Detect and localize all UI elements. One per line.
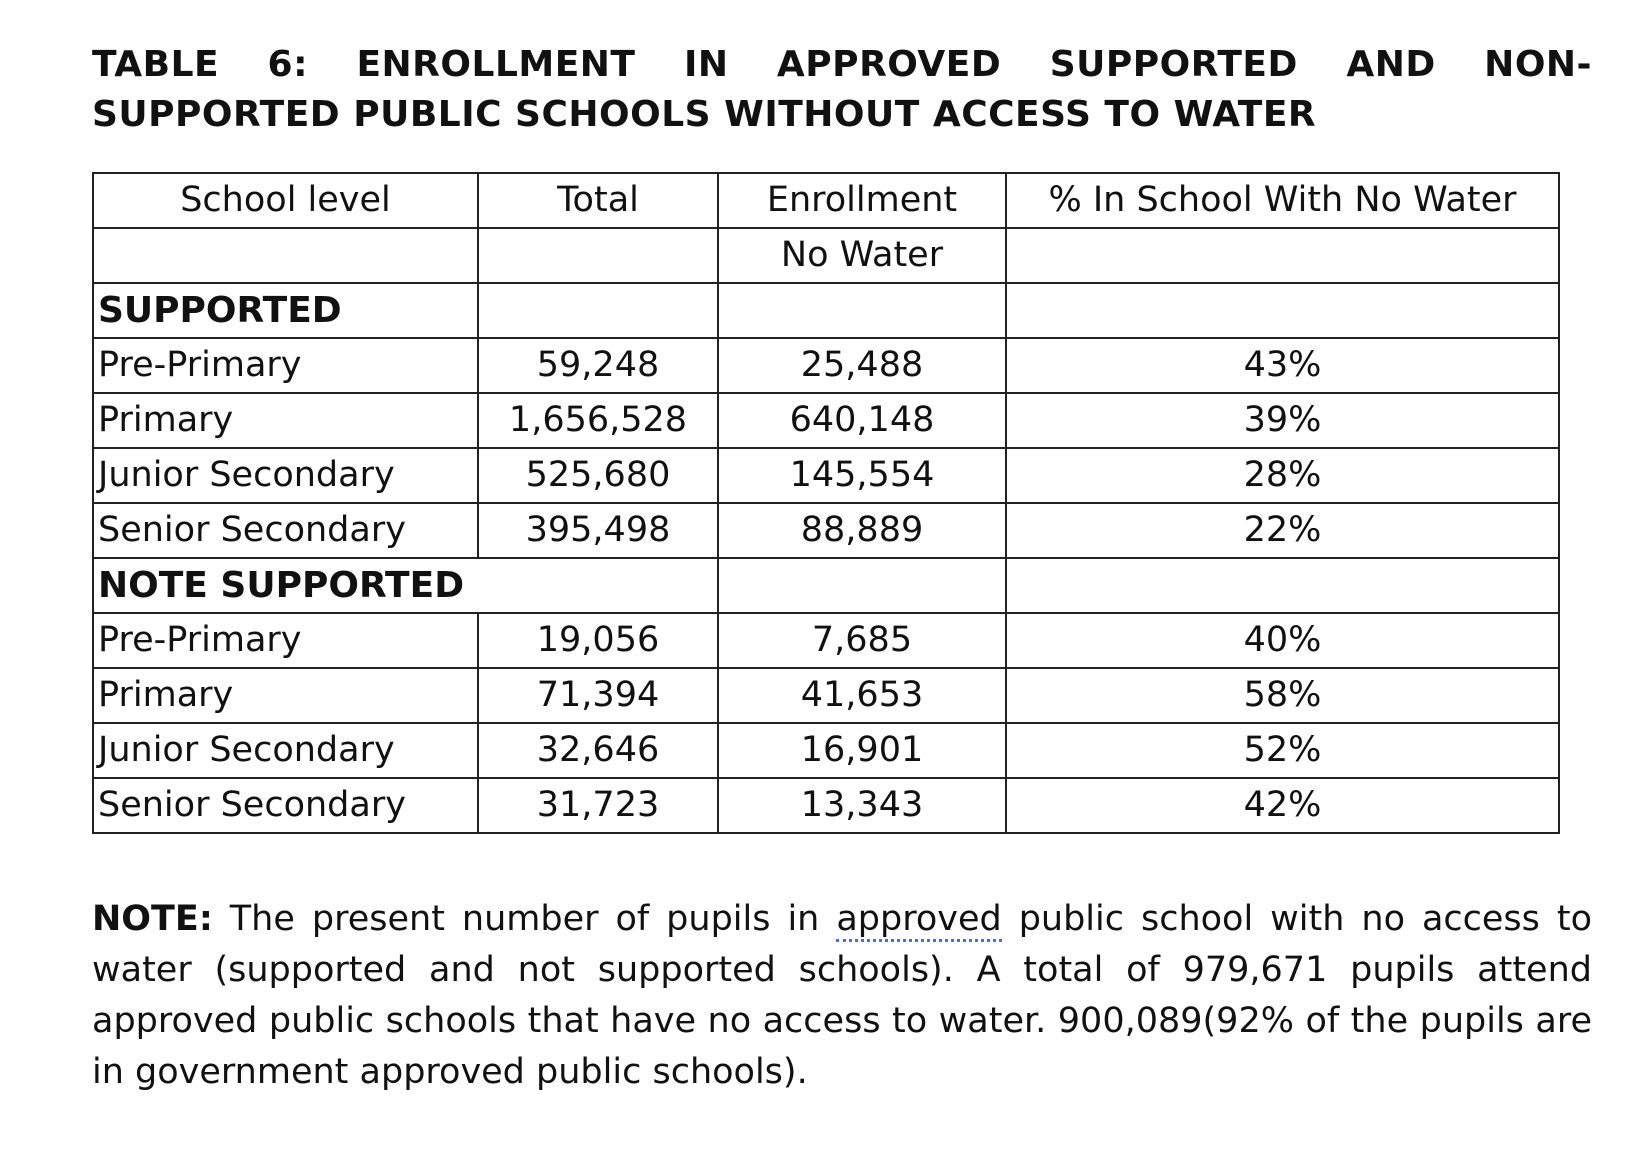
empty-cell xyxy=(1006,283,1559,338)
cell-total: 395,498 xyxy=(478,503,718,558)
cell-level: Senior Secondary xyxy=(93,503,478,558)
cell-total: 31,723 xyxy=(478,778,718,833)
header-cell-empty xyxy=(478,228,718,283)
cell-total: 32,646 xyxy=(478,723,718,778)
header-row xyxy=(93,173,1559,228)
cell-no-water: 25,488 xyxy=(718,338,1006,393)
table-row xyxy=(93,393,1559,448)
cell-percent: 28% xyxy=(1006,448,1559,503)
note-label: NOTE: xyxy=(92,899,213,939)
cell-percent: 42% xyxy=(1006,778,1559,833)
table-row xyxy=(93,448,1559,503)
cell-no-water: 640,148 xyxy=(718,393,1006,448)
cell-percent: 43% xyxy=(1006,338,1559,393)
cell-no-water: 13,343 xyxy=(718,778,1006,833)
empty-cell xyxy=(718,558,1006,613)
header-row-2 xyxy=(93,228,1559,283)
cell-percent: 22% xyxy=(1006,503,1559,558)
cell-level: Primary xyxy=(93,668,478,723)
cell-total: 71,394 xyxy=(478,668,718,723)
header-cell-enrollment: Enrollment xyxy=(718,173,1006,228)
cell-percent: 58% xyxy=(1006,668,1559,723)
cell-level: Primary xyxy=(93,393,478,448)
header-cell-school-level: School level xyxy=(93,173,478,228)
header-cell-empty xyxy=(93,228,478,283)
cell-percent: 40% xyxy=(1006,613,1559,668)
table-row xyxy=(93,613,1559,668)
note-paragraph xyxy=(92,894,1592,1098)
header-cell-empty xyxy=(1006,228,1559,283)
section-label-not-supported: NOTE SUPPORTED xyxy=(93,558,718,613)
section-label-supported: SUPPORTED xyxy=(93,283,478,338)
table-row xyxy=(93,503,1559,558)
table-title: TABLE 6: ENROLLMENT IN APPROVED SUPPORTED AND NON-SUPPORTED PUBLIC SCHOOLS WITHOUT ACCESS TO WATER xyxy=(92,44,1592,135)
cell-no-water: 7,685 xyxy=(718,613,1006,668)
header-cell-no-water: No Water xyxy=(718,228,1006,283)
section-row-not-supported xyxy=(93,558,1559,613)
cell-level: Junior Secondary xyxy=(93,448,478,503)
cell-percent: 52% xyxy=(1006,723,1559,778)
cell-level: Senior Secondary xyxy=(93,778,478,833)
cell-percent: 39% xyxy=(1006,393,1559,448)
empty-cell xyxy=(718,283,1006,338)
table-row xyxy=(93,723,1559,778)
cell-total: 59,248 xyxy=(478,338,718,393)
section-row-supported xyxy=(93,283,1559,338)
note-text-after: public school with no access to water (supported and not supported schools). A total of 979,671 pupils attend approved public schools that have no access to water. 900,089(92% of the pupils are in government approved public schools). xyxy=(92,899,1593,1092)
cell-no-water: 88,889 xyxy=(718,503,1006,558)
empty-cell xyxy=(1006,558,1559,613)
header-cell-total: Total xyxy=(478,173,718,228)
empty-cell xyxy=(478,283,718,338)
cell-total: 19,056 xyxy=(478,613,718,668)
cell-no-water: 145,554 xyxy=(718,448,1006,503)
cell-level: Junior Secondary xyxy=(93,723,478,778)
cell-total: 1,656,528 xyxy=(478,393,718,448)
cell-total: 525,680 xyxy=(478,448,718,503)
cell-no-water: 41,653 xyxy=(718,668,1006,723)
note-text-before: The present number of pupils in xyxy=(212,899,837,939)
enrollment-table xyxy=(92,172,1560,834)
table-row xyxy=(93,338,1559,393)
cell-level: Pre-Primary xyxy=(93,613,478,668)
table-row xyxy=(93,778,1559,833)
spellcheck-underlined-word: approved xyxy=(836,899,1001,942)
cell-no-water: 16,901 xyxy=(718,723,1006,778)
table-row xyxy=(93,668,1559,723)
header-cell-percent: % In School With No Water xyxy=(1006,173,1559,228)
cell-level: Pre-Primary xyxy=(93,338,478,393)
